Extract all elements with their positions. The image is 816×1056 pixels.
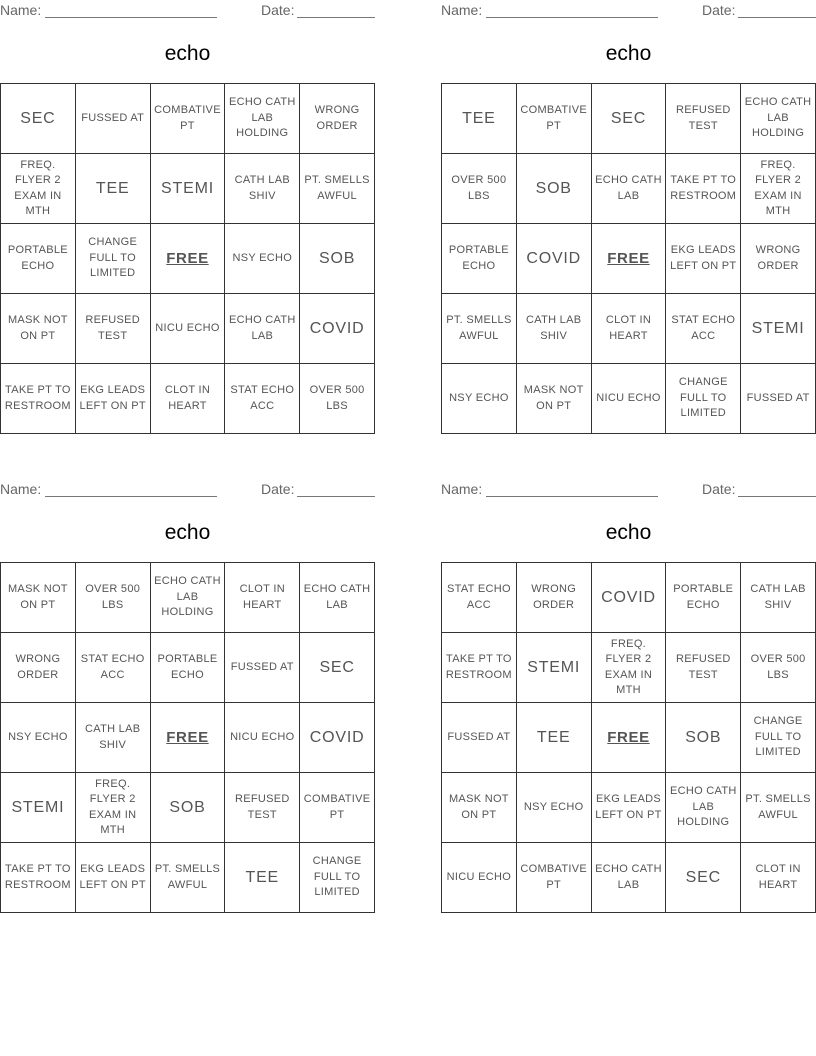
bingo-cell[interactable]: STAT ECHO ACC — [442, 563, 517, 633]
bingo-cell[interactable]: COVID — [592, 563, 667, 633]
bingo-cell[interactable]: WRONG ORDER — [1, 633, 76, 703]
bingo-cell[interactable]: PORTABLE ECHO — [151, 633, 226, 703]
bingo-cell[interactable]: ECHO CATH LAB HOLDING — [741, 84, 816, 154]
date-label: Date: — [702, 481, 736, 497]
bingo-cell[interactable]: CATH LAB SHIV — [76, 703, 151, 773]
bingo-cell[interactable]: PT. SMELLS AWFUL — [151, 843, 226, 913]
bingo-cell[interactable]: REFUSED TEST — [225, 773, 300, 843]
bingo-cell[interactable]: CATH LAB SHIV — [741, 563, 816, 633]
bingo-cell[interactable]: ECHO CATH LAB — [592, 843, 667, 913]
name-blank-line — [486, 496, 658, 497]
bingo-cell[interactable]: SEC — [300, 633, 375, 703]
bingo-cell[interactable]: STAT ECHO ACC — [666, 294, 741, 364]
card-title: echo — [164, 42, 211, 65]
bingo-cell[interactable]: WRONG ORDER — [300, 84, 375, 154]
bingo-cell[interactable]: REFUSED TEST — [76, 294, 151, 364]
name-label: Name: — [0, 2, 42, 18]
bingo-cell[interactable]: COMBATIVE PT — [300, 773, 375, 843]
bingo-cell[interactable]: MASK NOT ON PT — [1, 563, 76, 633]
bingo-cell[interactable]: EKG LEADS LEFT ON PT — [666, 224, 741, 294]
bingo-card-4 — [441, 479, 816, 914]
bingo-cell[interactable]: COVID — [300, 294, 375, 364]
bingo-cell[interactable]: MASK NOT ON PT — [1, 294, 76, 364]
name-blank-line — [486, 17, 658, 18]
free-space-cell[interactable]: FREE — [151, 224, 226, 294]
bingo-cell[interactable]: NICU ECHO — [442, 843, 517, 913]
bingo-cell[interactable]: NICU ECHO — [592, 364, 667, 434]
bingo-cell[interactable]: STEMI — [517, 633, 592, 703]
bingo-grid — [441, 83, 816, 434]
bingo-cell[interactable]: STAT ECHO ACC — [225, 364, 300, 434]
bingo-cell[interactable]: FREQ. FLYER 2 EXAM IN MTH — [592, 633, 667, 703]
bingo-cell[interactable]: MASK NOT ON PT — [442, 773, 517, 843]
bingo-grid — [0, 562, 375, 913]
date-label: Date: — [702, 2, 736, 18]
bingo-cell[interactable]: FUSSED AT — [225, 633, 300, 703]
bingo-cell[interactable]: ECHO CATH LAB HOLDING — [225, 84, 300, 154]
bingo-cell[interactable]: CLOT IN HEART — [151, 364, 226, 434]
bingo-cell[interactable]: SEC — [1, 84, 76, 154]
card-header — [441, 2, 816, 20]
bingo-cell[interactable]: CHANGE FULL TO LIMITED — [741, 703, 816, 773]
bingo-cell[interactable]: COVID — [517, 224, 592, 294]
free-space-cell[interactable]: FREE — [151, 703, 226, 773]
bingo-cell[interactable]: OVER 500 LBS — [741, 633, 816, 703]
free-space-cell[interactable]: FREE — [592, 703, 667, 773]
bingo-cell[interactable]: TAKE PT TO RESTROOM — [442, 633, 517, 703]
bingo-cell[interactable]: CLOT IN HEART — [741, 843, 816, 913]
bingo-cell[interactable]: SOB — [300, 224, 375, 294]
card-title: echo — [164, 521, 211, 544]
bingo-cell[interactable]: ECHO CATH LAB — [225, 294, 300, 364]
bingo-grid — [0, 83, 375, 434]
bingo-cell[interactable]: FUSSED AT — [442, 703, 517, 773]
bingo-cell[interactable]: TAKE PT TO RESTROOM — [1, 364, 76, 434]
bingo-cell[interactable]: CLOT IN HEART — [592, 294, 667, 364]
bingo-cell[interactable]: PORTABLE ECHO — [442, 224, 517, 294]
bingo-cell[interactable]: WRONG ORDER — [741, 224, 816, 294]
bingo-cell[interactable]: FREQ. FLYER 2 EXAM IN MTH — [1, 154, 76, 224]
bingo-cell[interactable]: ECHO CATH LAB HOLDING — [151, 563, 226, 633]
card-header — [441, 481, 816, 499]
bingo-cell[interactable]: NSY ECHO — [517, 773, 592, 843]
bingo-cell[interactable]: CHANGE FULL TO LIMITED — [300, 843, 375, 913]
card-header — [0, 481, 375, 499]
date-blank-line — [297, 17, 375, 18]
bingo-cell[interactable]: CATH LAB SHIV — [517, 294, 592, 364]
bingo-cell[interactable]: STAT ECHO ACC — [76, 633, 151, 703]
name-label: Name: — [441, 481, 483, 497]
bingo-cell[interactable]: FUSSED AT — [741, 364, 816, 434]
bingo-cell[interactable]: SOB — [151, 773, 226, 843]
bingo-cell[interactable]: NICU ECHO — [151, 294, 226, 364]
bingo-cell[interactable]: TEE — [517, 703, 592, 773]
bingo-grid — [441, 562, 816, 913]
bingo-cell[interactable]: COMBATIVE PT — [517, 843, 592, 913]
card-title: echo — [605, 521, 652, 544]
bingo-cell[interactable]: TAKE PT TO RESTROOM — [1, 843, 76, 913]
bingo-cell[interactable]: CHANGE FULL TO LIMITED — [666, 364, 741, 434]
bingo-cell[interactable]: ECHO CATH LAB — [300, 563, 375, 633]
bingo-cell[interactable]: SOB — [666, 703, 741, 773]
bingo-cell[interactable]: NSY ECHO — [1, 703, 76, 773]
bingo-cell[interactable]: CHANGE FULL TO LIMITED — [76, 224, 151, 294]
bingo-cell[interactable]: FREQ. FLYER 2 EXAM IN MTH — [741, 154, 816, 224]
date-label: Date: — [261, 481, 295, 497]
bingo-cell[interactable]: STEMI — [741, 294, 816, 364]
bingo-cell[interactable]: CATH LAB SHIV — [225, 154, 300, 224]
bingo-cell[interactable]: NICU ECHO — [225, 703, 300, 773]
name-blank-line — [45, 17, 217, 18]
bingo-cell[interactable]: PT. SMELLS AWFUL — [442, 294, 517, 364]
bingo-cell[interactable]: ECHO CATH LAB — [592, 154, 667, 224]
bingo-cell[interactable]: TAKE PT TO RESTROOM — [666, 154, 741, 224]
bingo-card-1 — [0, 0, 375, 435]
bingo-cell[interactable]: TEE — [442, 84, 517, 154]
bingo-cell[interactable]: STEMI — [1, 773, 76, 843]
bingo-cell[interactable]: PORTABLE ECHO — [1, 224, 76, 294]
bingo-cell[interactable]: MASK NOT ON PT — [517, 364, 592, 434]
bingo-cell[interactable]: TEE — [225, 843, 300, 913]
bingo-cell[interactable]: COMBATIVE PT — [151, 84, 226, 154]
name-blank-line — [45, 496, 217, 497]
bingo-cell[interactable]: OVER 500 LBS — [76, 563, 151, 633]
bingo-cell[interactable]: STEMI — [151, 154, 226, 224]
bingo-cell[interactable]: REFUSED TEST — [666, 633, 741, 703]
bingo-card-3 — [0, 479, 375, 914]
bingo-cell[interactable]: SOB — [517, 154, 592, 224]
bingo-cell[interactable]: NSY ECHO — [442, 364, 517, 434]
bingo-cell[interactable]: TEE — [76, 154, 151, 224]
bingo-cell[interactable]: EKG LEADS LEFT ON PT — [76, 364, 151, 434]
bingo-cell[interactable]: PORTABLE ECHO — [666, 563, 741, 633]
bingo-cell[interactable]: SEC — [666, 843, 741, 913]
card-header — [0, 2, 375, 20]
bingo-cell[interactable]: OVER 500 LBS — [442, 154, 517, 224]
date-label: Date: — [261, 2, 295, 18]
date-blank-line — [738, 17, 816, 18]
free-space-cell[interactable]: FREE — [592, 224, 667, 294]
bingo-cell[interactable]: FREQ. FLYER 2 EXAM IN MTH — [76, 773, 151, 843]
bingo-cell[interactable]: CLOT IN HEART — [225, 563, 300, 633]
bingo-cell[interactable]: COMBATIVE PT — [517, 84, 592, 154]
bingo-cell[interactable]: ECHO CATH LAB HOLDING — [666, 773, 741, 843]
bingo-cell[interactable]: EKG LEADS LEFT ON PT — [592, 773, 667, 843]
date-blank-line — [738, 496, 816, 497]
bingo-cell[interactable]: PT. SMELLS AWFUL — [741, 773, 816, 843]
bingo-cell[interactable]: EKG LEADS LEFT ON PT — [76, 843, 151, 913]
bingo-cell[interactable]: WRONG ORDER — [517, 563, 592, 633]
bingo-cell[interactable]: OVER 500 LBS — [300, 364, 375, 434]
bingo-cell[interactable]: NSY ECHO — [225, 224, 300, 294]
name-label: Name: — [0, 481, 42, 497]
bingo-card-2 — [441, 0, 816, 435]
bingo-cell[interactable]: SEC — [592, 84, 667, 154]
card-title: echo — [605, 42, 652, 65]
bingo-cell[interactable]: PT. SMELLS AWFUL — [300, 154, 375, 224]
bingo-cell[interactable]: FUSSED AT — [76, 84, 151, 154]
bingo-cell[interactable]: COVID — [300, 703, 375, 773]
date-blank-line — [297, 496, 375, 497]
name-label: Name: — [441, 2, 483, 18]
bingo-cell[interactable]: REFUSED TEST — [666, 84, 741, 154]
